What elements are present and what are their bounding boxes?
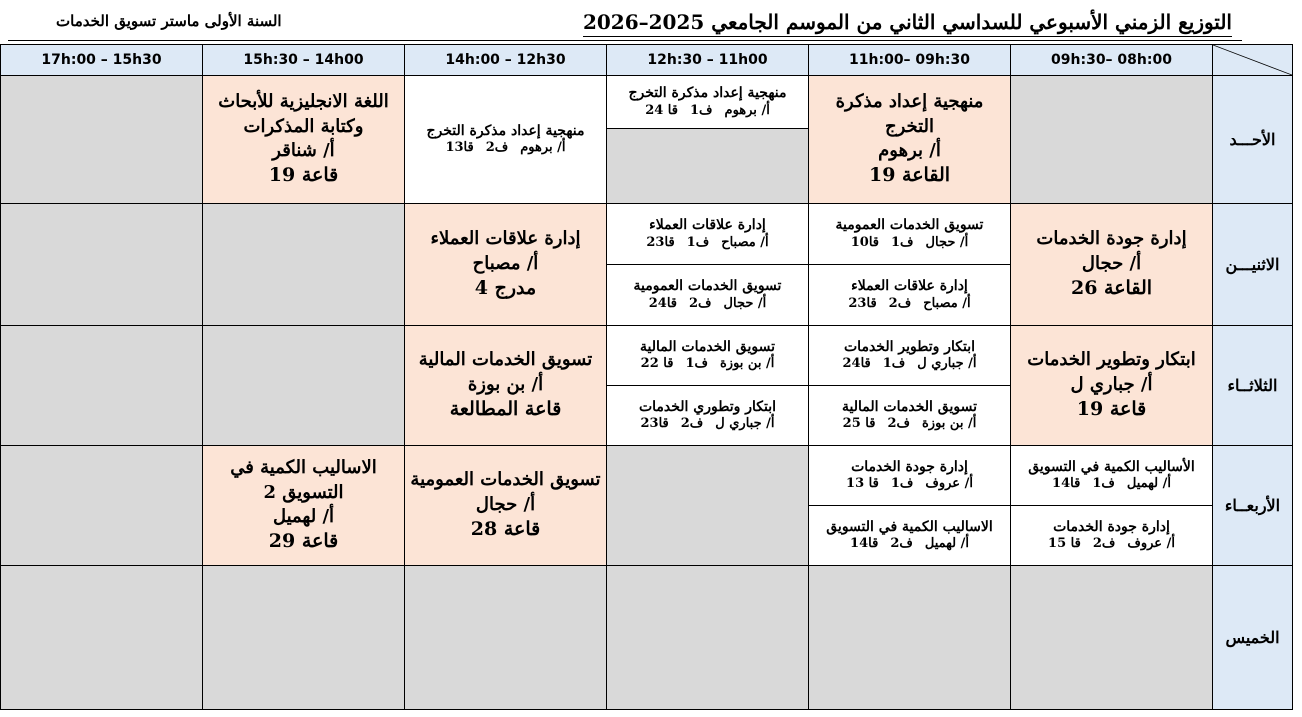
room: قا 22 (640, 356, 674, 372)
empty-cell (203, 326, 405, 446)
group: ف2 (485, 140, 509, 156)
empty-cell (1, 204, 203, 326)
group: ف2 (887, 416, 910, 432)
professor: أ/ جباري ل (715, 416, 775, 432)
empty-cell (607, 566, 809, 710)
group: ف1 (685, 356, 708, 372)
empty-cell (1011, 76, 1213, 204)
day-thursday: الخميس (1213, 566, 1293, 710)
group: ف2 (888, 295, 912, 311)
room: قا10 (850, 234, 879, 250)
room: قاعة 28 (470, 517, 541, 540)
professor: أ/ مصباح (721, 234, 769, 250)
room: قاعة 19 (1076, 397, 1147, 420)
room: قا23 (646, 234, 675, 250)
session-wed-2 (809, 446, 1011, 566)
course-title: إدارة علاقات العملاء (649, 217, 766, 234)
room: قاعة المطالعة (449, 397, 562, 420)
group: ف1 (1092, 476, 1115, 492)
day-monday: الاثنيـــن (1213, 204, 1293, 326)
course-title: تسويق الخدمات العمومية (835, 217, 984, 234)
professor: أ/ برهوم (878, 139, 941, 161)
session-mon-1 (1011, 204, 1213, 326)
room: قاعة 29 (268, 530, 339, 553)
session-wed-5 (203, 446, 405, 566)
professor: أ/ لهميل (1126, 476, 1171, 492)
time-slot-3: 12h:30 – 11h00 (607, 45, 809, 76)
professor: أ/ جباري ل (917, 356, 977, 372)
course-title: اللغة الانجليزية للأبحاث وكتابة المذكرات (218, 91, 389, 137)
room: قا14 (850, 536, 879, 552)
group: ف1 (891, 234, 914, 250)
group: ف2 (890, 536, 913, 552)
professor: أ/ حجال (475, 493, 536, 515)
schedule-title: التوزيع الزمني الأسبوعي للسداسي الثاني من الموسم الجامعي 2025–2026 (583, 10, 1232, 37)
empty-cell (1011, 566, 1213, 710)
row-monday (1, 204, 1293, 326)
group: ف1 (689, 102, 713, 118)
course-title: تسويق الخدمات العمومية (410, 469, 601, 491)
professor: أ/ حجال (925, 234, 969, 250)
course-title: تسويق الخدمات المالية (640, 338, 775, 355)
program-name: السنة الأولى ماستر تسويق الخدمات (56, 12, 282, 30)
professor: أ/ حجال (1081, 252, 1142, 274)
session-sun-5 (203, 76, 405, 204)
empty-cell (1, 326, 203, 446)
course-title: تسويق الخدمات المالية (842, 398, 977, 415)
empty-cell (203, 204, 405, 326)
course-title: إدارة علاقات العملاء (430, 228, 581, 250)
empty-cell (607, 128, 808, 203)
group: ف2 (680, 416, 704, 432)
session-tue-3 (607, 326, 809, 446)
course-title: تسويق الخدمات العمومية (633, 278, 782, 295)
room: قا24 (648, 295, 677, 311)
room: قا 24 (645, 102, 678, 118)
course-title: إدارة علاقات العملاء (851, 278, 968, 295)
professor: أ/ مصباح (923, 295, 971, 311)
session-tue-1 (1011, 326, 1213, 446)
course-title: ابتكار وتطوير الخدمات (844, 338, 975, 355)
professor: أ/ عروف (1127, 536, 1175, 552)
empty-cell (203, 566, 405, 710)
room: قا13 (445, 140, 474, 156)
course-title: تسويق الخدمات المالية (418, 349, 593, 371)
row-sunday (1, 76, 1293, 204)
time-slot-6: 17h:00 – 15h30 (1, 45, 203, 76)
session-mon-2 (809, 204, 1011, 326)
room: قا14 (1052, 476, 1081, 492)
session-mon-3 (607, 204, 809, 326)
professor: أ/ شناقر (272, 139, 335, 161)
time-slot-5: 15h:30 – 14h00 (203, 45, 405, 76)
group: ف1 (890, 476, 914, 492)
professor: أ/ برهوم (724, 102, 770, 118)
group: ف1 (882, 356, 906, 372)
timetable (0, 44, 1293, 710)
day-sunday: الأحـــد (1213, 76, 1293, 204)
corner-cell (1213, 45, 1293, 76)
room: قاعة 19 (268, 164, 339, 187)
professor: أ/ بن بوزة (719, 356, 775, 372)
header-rule (8, 40, 1242, 41)
course-title: إدارة جودة الخدمات (1053, 518, 1170, 535)
room: قا23 (640, 416, 669, 432)
professor: أ/ عروف (925, 476, 973, 492)
professor: أ/ لهميل (272, 505, 335, 527)
professor: أ/ جباري ل (1070, 373, 1153, 395)
session-mon-4 (405, 204, 607, 326)
session-tue-2 (809, 326, 1011, 446)
course-title: الاساليب الكمية في التسويق (826, 518, 993, 535)
room: قا23 (848, 295, 877, 311)
session-tue-4 (405, 326, 607, 446)
course-title: ابتكار وتطوير الخدمات (1027, 349, 1196, 371)
professor: أ/ مصباح (472, 252, 539, 274)
room: قا24 (842, 356, 871, 372)
empty-cell (1, 446, 203, 566)
row-thursday (1, 566, 1293, 710)
time-slot-1: 09h:30– 08h:00 (1011, 45, 1213, 76)
course-title: ابتكار وتطوري الخدمات (638, 398, 777, 415)
group: ف2 (1092, 536, 1116, 552)
session-sun-3 (607, 76, 809, 204)
session-sun-4 (405, 76, 607, 204)
course-title: منهجية إعداد مذكرة التخرج (835, 91, 984, 137)
time-header-row (1, 45, 1293, 76)
time-slot-2: 11h:00– 09h:30 (809, 45, 1011, 76)
room: قا 13 (846, 476, 879, 492)
empty-cell (607, 446, 809, 566)
course-title: منهجية إعداد مذكرة التخرج (426, 122, 585, 139)
room: قا 25 (842, 416, 876, 432)
course-title: الاساليب الكمية في التسويق 2 (230, 457, 377, 503)
diagonal-line (1213, 45, 1292, 75)
empty-cell (1, 566, 203, 710)
professor: أ/ حجال (723, 295, 767, 311)
session-wed-4 (405, 446, 607, 566)
course-title: الأساليب الكمية في التسويق (1028, 458, 1195, 475)
room: القاعة 19 (868, 164, 951, 187)
professor: أ/ لهميل (924, 536, 969, 552)
session-wed-1 (1011, 446, 1213, 566)
course-title: إدارة جودة الخدمات (851, 458, 968, 475)
group: ف2 (689, 295, 712, 311)
group: ف1 (686, 234, 710, 250)
row-wednesday (1, 446, 1293, 566)
room: القاعة 26 (1070, 276, 1153, 299)
session-sun-2 (809, 76, 1011, 204)
professor: أ/ بن بوزة (921, 416, 977, 432)
professor: أ/ برهوم (520, 140, 566, 156)
room: مدرج 4 (474, 276, 537, 299)
row-tuesday (1, 326, 1293, 446)
professor: أ/ بن بوزة (467, 373, 544, 395)
course-title: منهجية إعداد مذكرة التخرج (628, 85, 787, 102)
day-wednesday: الأربعــاء (1213, 446, 1293, 566)
empty-cell (809, 566, 1011, 710)
empty-cell (405, 566, 607, 710)
time-slot-4: 14h:00 – 12h30 (405, 45, 607, 76)
day-tuesday: الثلاثــاء (1213, 326, 1293, 446)
room: قا 15 (1048, 536, 1081, 552)
empty-cell (1, 76, 203, 204)
course-title: إدارة جودة الخدمات (1036, 228, 1187, 250)
